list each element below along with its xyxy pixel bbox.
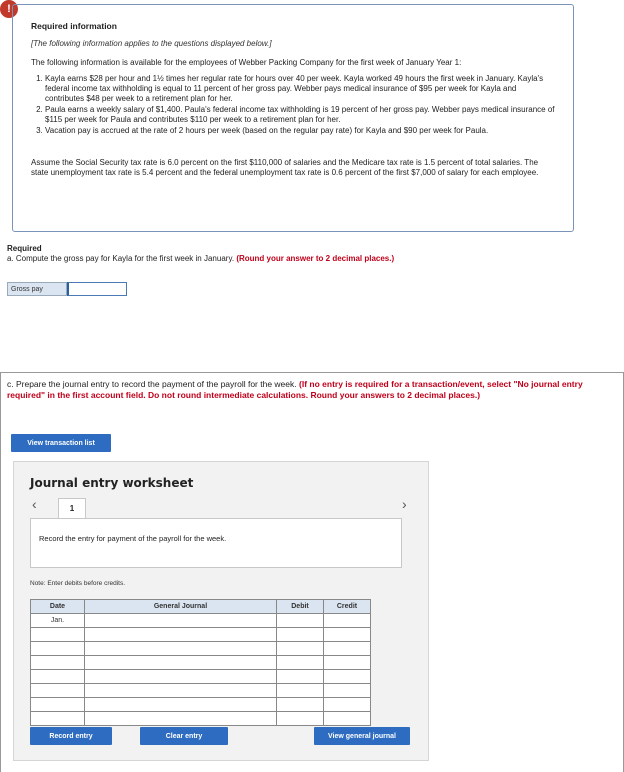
account-select[interactable]: [85, 684, 277, 698]
debit-input[interactable]: [277, 642, 324, 656]
account-select[interactable]: [85, 642, 277, 656]
account-select[interactable]: [85, 614, 277, 628]
required-information-box: [12, 4, 574, 232]
part-a-text: a. Compute the gross pay for Kayla for the first week in January.: [7, 254, 235, 263]
credit-input[interactable]: [324, 712, 371, 726]
date-cell: [31, 670, 85, 684]
debit-input[interactable]: [277, 656, 324, 670]
required-section: [7, 244, 394, 264]
chevron-left-icon[interactable]: ‹: [32, 496, 37, 512]
account-select[interactable]: [85, 628, 277, 642]
view-general-journal-button[interactable]: View general journal: [314, 727, 410, 745]
info-title: Required information: [31, 21, 117, 31]
debit-input[interactable]: [277, 712, 324, 726]
part-c-question: [7, 379, 607, 400]
credit-input[interactable]: [324, 684, 371, 698]
required-label: Required: [7, 244, 42, 253]
list-item: 1. Kayla earns $28 per hour and 1½ times her regular rate for hours over 40 per week. Kayla worked 49 hours the first week in January. Kayla's federal income tax withholding is equal to 11 percent of her gross pay. Webber pays medical insurance of $95 per week for Kayla and contributes $48 per week to a retirement plan for her.: [45, 74, 555, 104]
record-entry-button[interactable]: Record entry: [30, 727, 112, 745]
chevron-right-icon[interactable]: ›: [402, 496, 407, 512]
worksheet-note: Note: Enter debits before credits.: [30, 580, 126, 587]
table-row: [31, 642, 371, 656]
info-list: [31, 74, 555, 136]
date-cell: [31, 628, 85, 642]
debit-input[interactable]: [277, 614, 324, 628]
journal-table: [30, 599, 371, 726]
general-journal-column-header: General Journal: [85, 600, 277, 614]
credit-input[interactable]: [324, 656, 371, 670]
alert-icon: !: [0, 0, 18, 18]
worksheet-prompt: Record the entry for payment of the payroll for the week.: [30, 518, 402, 568]
info-assumptions: Assume the Social Security tax rate is 6.0 percent on the first $110,000 of salaries and the Medicare tax rate is 1.5 percent of total salaries. The state unemployment tax rate is 5.4 percent and the federal unemployment tax rate is 0.6 percent of the first $7,000 of salary for each employee.: [31, 158, 539, 177]
table-row: [31, 698, 371, 712]
table-row: [31, 628, 371, 642]
credit-input[interactable]: [324, 614, 371, 628]
table-row: [31, 656, 371, 670]
list-item: 2. Paula earns a weekly salary of $1,400. Paula's federal income tax withholding is 19 percent of her gross pay. Webber pays medical insurance of $115 per week for Paula and contributes $110 per week to a retirement plan for her.: [45, 105, 555, 125]
date-cell: [31, 656, 85, 670]
date-cell: [31, 684, 85, 698]
part-c-text: c. Prepare the journal entry to record the payment of the payroll for the week.: [7, 379, 297, 389]
info-intro: The following information is available for the employees of Webber Packing Company for the first week of January Year 1:: [31, 58, 462, 67]
table-row: [31, 614, 371, 628]
part-c-instruction: (If no entry is required for a transaction/event, select "No journal entry required" in the first account field. Do not round intermediate calculations. Round your answers to 2 decimal places.): [7, 379, 583, 400]
part-c-panel: [0, 372, 624, 772]
worksheet-page-tab[interactable]: 1: [58, 498, 86, 518]
table-row: [31, 684, 371, 698]
date-cell: [31, 698, 85, 712]
table-row: [31, 670, 371, 684]
debit-input[interactable]: [277, 670, 324, 684]
credit-input[interactable]: [324, 642, 371, 656]
gross-pay-input[interactable]: [67, 282, 127, 296]
credit-input[interactable]: [324, 670, 371, 684]
table-row: [31, 712, 371, 726]
list-item: 3. Vacation pay is accrued at the rate of 2 hours per week (based on the regular pay rate) for Kayla and $90 per week for Paula.: [45, 126, 555, 136]
date-cell: Jan.: [31, 614, 85, 628]
debit-input[interactable]: [277, 684, 324, 698]
credit-column-header: Credit: [324, 600, 371, 614]
date-cell: [31, 712, 85, 726]
part-a-question: [7, 254, 394, 264]
info-subtitle: [The following information applies to the questions displayed below.]: [31, 39, 272, 48]
credit-input[interactable]: [324, 628, 371, 642]
account-select[interactable]: [85, 712, 277, 726]
debit-column-header: Debit: [277, 600, 324, 614]
journal-entry-worksheet: [13, 461, 429, 761]
worksheet-title: Journal entry worksheet: [30, 476, 194, 490]
gross-pay-label: Gross pay: [7, 282, 67, 296]
part-a-instruction: (Round your answer to 2 decimal places.): [236, 254, 395, 263]
debit-input[interactable]: [277, 628, 324, 642]
account-select[interactable]: [85, 670, 277, 684]
gross-pay-row: [7, 282, 127, 296]
account-select[interactable]: [85, 698, 277, 712]
debit-input[interactable]: [277, 698, 324, 712]
clear-entry-button[interactable]: Clear entry: [140, 727, 228, 745]
table-header-row: [31, 600, 371, 614]
credit-input[interactable]: [324, 698, 371, 712]
account-select[interactable]: [85, 656, 277, 670]
view-transaction-list-button[interactable]: View transaction list: [11, 434, 111, 452]
date-column-header: Date: [31, 600, 85, 614]
date-cell: [31, 642, 85, 656]
